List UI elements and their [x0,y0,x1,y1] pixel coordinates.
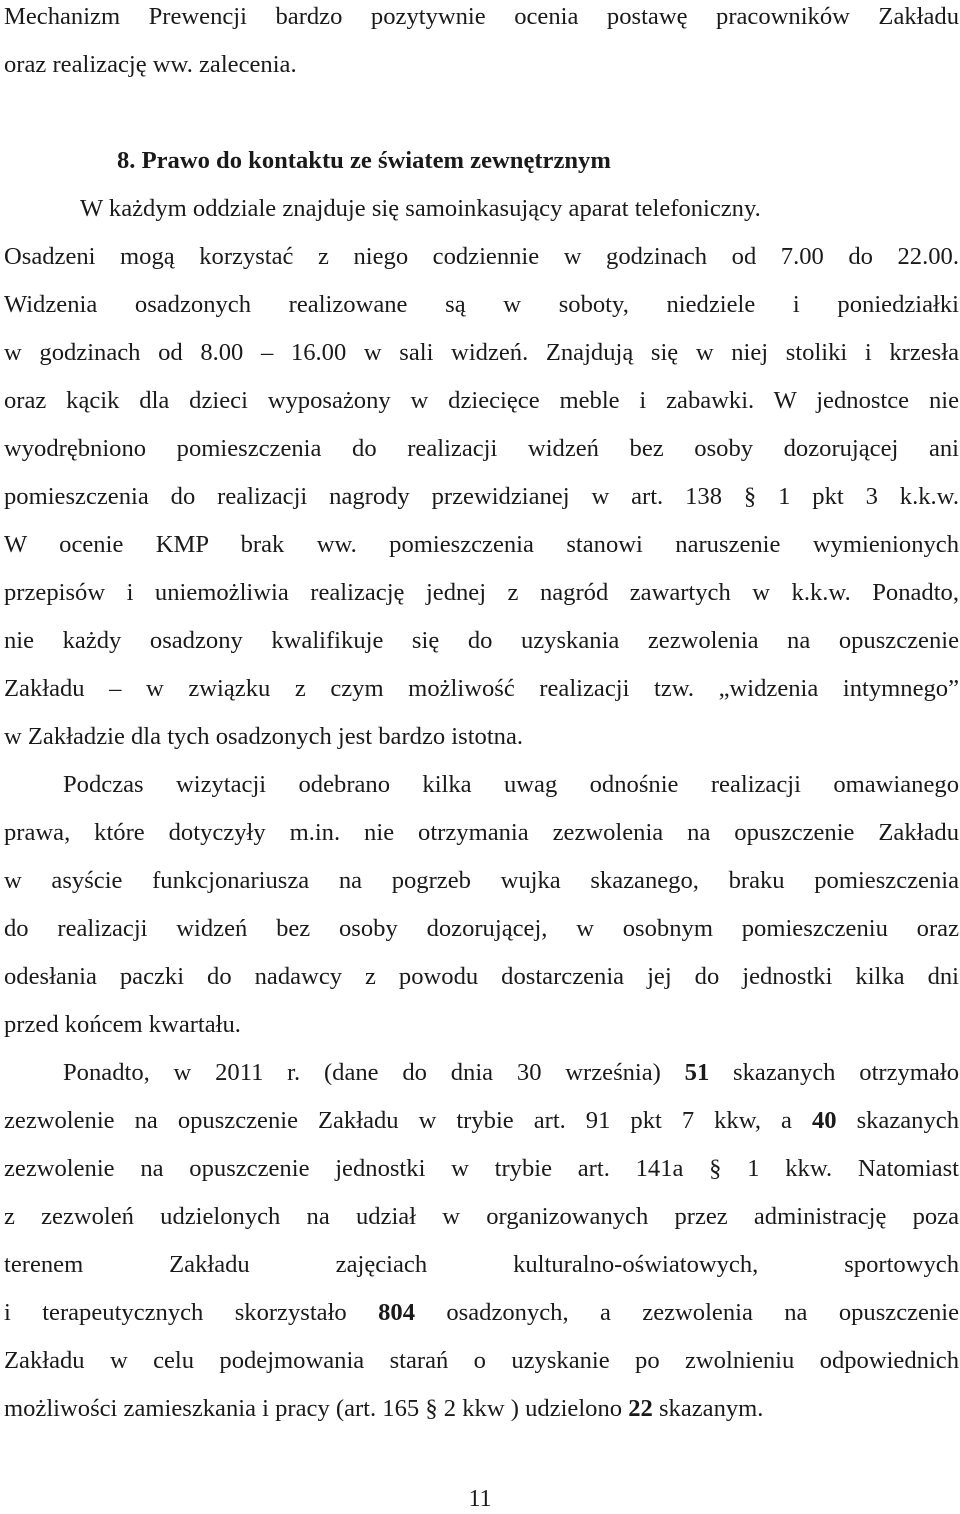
text-line: w Zakładzie dla tych osadzonych jest bardzo istotna. [4,723,524,750]
bold-number: 51 [684,1059,710,1086]
text-line: w godzinach od 8.00 – 16.00 w sali widzeń. Znajdują się w niej stoliki i krzesła [4,339,959,366]
text-line: Widzenia osadzonych realizowane są w soboty, niedziele i poniedziałki [4,291,959,318]
text-line: W ocenie KMP brak ww. pomieszczenia stanowi naruszenie wymienionych [4,531,959,558]
text-line: Podczas wizytacji odebrano kilka uwag odnośnie realizacji omawianego [63,771,959,798]
text-fragment: osadzonych, a zezwolenia na opuszczenie [415,1299,960,1326]
text-fragment: możliwości zamieszkania i pracy (art. 165 § 2 kkw ) udzielono [4,1395,629,1422]
bold-number: 40 [811,1107,837,1134]
text-fragment: skazanym. [652,1395,764,1422]
text-line: do realizacji widzeń bez osoby dozorującej, w osobnym pomieszczeniu oraz [4,915,959,942]
text-line: prawa, które dotyczyły m.in. nie otrzymania zezwolenia na opuszczenie Zakładu [4,819,959,846]
text-line: terenem Zakładu zajęciach kulturalno-oświatowych, sportowych [4,1251,959,1278]
bold-number: 804 [378,1299,415,1326]
text-line: oraz kącik dla dzieci wyposażony w dziecięce meble i zabawki. W jednostce nie [4,387,959,414]
text-line-with-number [63,1058,959,1088]
text-line: oraz realizację ww. zalecenia. [4,51,297,78]
text-line: z zezwoleń udzielonych na udział w organizowanych przez administrację poza [4,1203,959,1230]
text-line: przed końcem kwartału. [4,1011,241,1038]
text-line: zezwolenie na opuszczenie jednostki w trybie art. 141a § 1 kkw. Natomiast [4,1155,959,1182]
text-line: w asyście funkcjonariusza na pogrzeb wujka skazanego, braku pomieszczenia [4,867,959,894]
text-line: przepisów i uniemożliwia realizację jednej z nagród zawartych w k.k.w. Ponadto, [4,579,959,606]
text-fragment: zezwolenie na opuszczenie Zakładu w trybie art. 91 pkt 7 kkw, a [4,1107,812,1134]
text-line: W każdym oddziale znajduje się samoinkasujący aparat telefoniczny. [80,195,761,222]
section-heading: 8. Prawo do kontaktu ze światem zewnętrznym [117,147,611,174]
text-fragment: Ponadto, w 2011 r. (dane do dnia 30 września) [63,1059,685,1086]
text-line: Zakładu w celu podejmowania starań o uzyskanie po zwolnieniu odpowiednich [4,1347,959,1374]
text-line: Mechanizm Prewencji bardzo pozytywnie ocenia postawę pracowników Zakładu [4,3,959,30]
text-fragment: skazanych [836,1107,959,1134]
bold-number: 22 [628,1395,653,1422]
text-line: wyodrębniono pomieszczenia do realizacji widzeń bez osoby dozorującej ani [4,435,959,462]
text-line-with-number [4,1394,959,1424]
text-line-with-number [4,1298,959,1328]
text-line: nie każdy osadzony kwalifikuje się do uzyskania zezwolenia na opuszczenie [4,627,959,654]
text-fragment: skazanych otrzymało [709,1059,959,1086]
text-line-with-number [4,1106,959,1136]
page-number: 11 [468,1486,492,1512]
text-fragment: i terapeutycznych skorzystało [4,1299,379,1326]
text-line: odesłania paczki do nadawcy z powodu dostarczenia jej do jednostki kilka dni [4,963,959,990]
text-line: Zakładu – w związku z czym możliwość realizacji tzw. „widzenia intymnego” [4,675,959,702]
text-line: pomieszczenia do realizacji nagrody przewidzianej w art. 138 § 1 pkt 3 k.k.w. [4,483,959,510]
text-line: Osadzeni mogą korzystać z niego codziennie w godzinach od 7.00 do 22.00. [4,243,959,270]
